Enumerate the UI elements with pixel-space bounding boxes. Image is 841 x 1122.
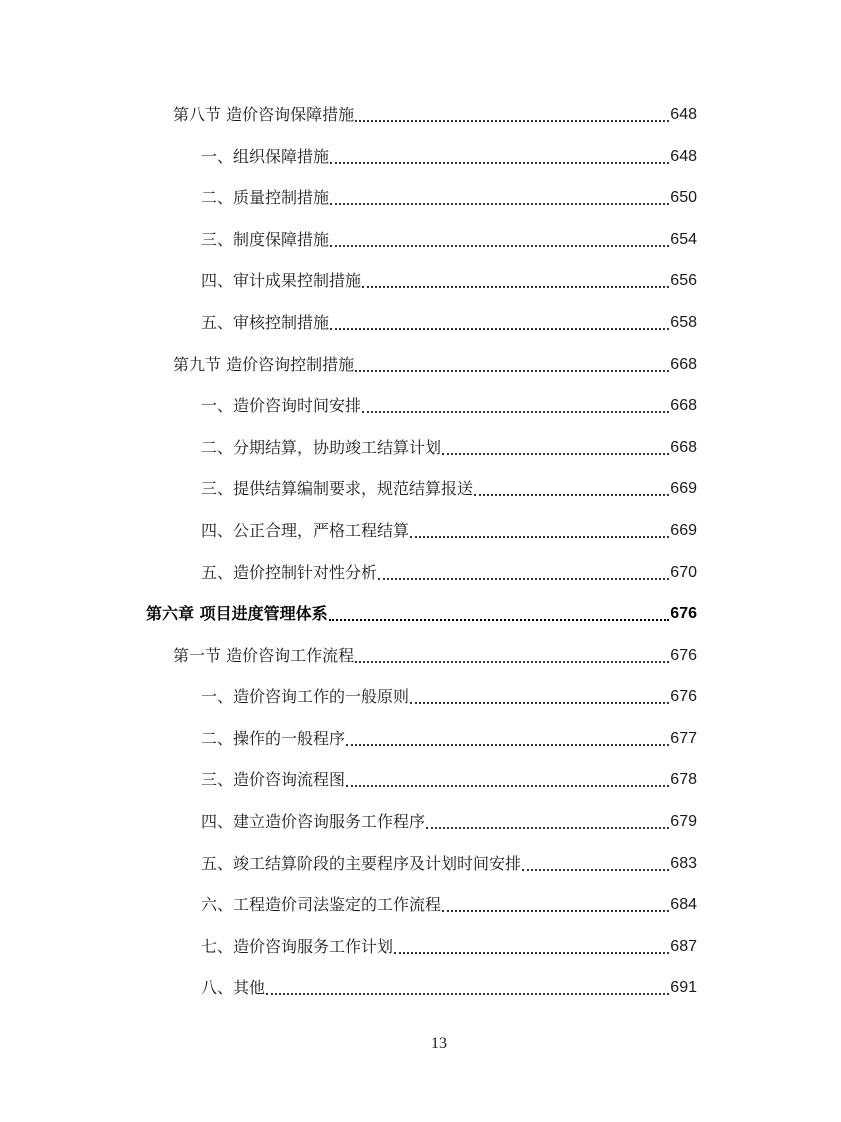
toc-entry-title: 四、审计成果控制措施 — [201, 271, 362, 290]
toc-entry[interactable] — [173, 97, 697, 125]
toc-entry-page: 687 — [670, 938, 697, 955]
toc-entry-page: 676 — [670, 605, 697, 622]
toc-entry-title: 六、工程造价司法鉴定的工作流程 — [201, 895, 442, 914]
toc-entry[interactable] — [201, 804, 697, 832]
toc-leader-dots — [410, 535, 669, 538]
toc-entry-page: 668 — [670, 356, 697, 373]
toc-leader-dots — [266, 992, 669, 995]
toc-entry-title: 四、公正合理，严格工程结算 — [201, 521, 410, 540]
toc-entry-title: 五、审核控制措施 — [201, 313, 330, 332]
toc-entry-page: 670 — [670, 564, 697, 581]
toc-entry[interactable] — [201, 887, 697, 915]
toc-leader-dots — [474, 493, 669, 496]
toc-entry[interactable] — [201, 180, 697, 208]
toc-entry-title: 三、提供结算编制要求，规范结算报送 — [201, 479, 474, 498]
page-number: 13 — [431, 1035, 447, 1052]
toc-entry-title: 二、分期结算，协助竣工结算计划 — [201, 438, 442, 457]
toc-entry-page: 683 — [670, 855, 697, 872]
toc-entry-chapter[interactable] — [146, 596, 697, 624]
toc-entry-page: 658 — [670, 314, 697, 331]
toc-entry[interactable] — [201, 139, 697, 167]
toc-entry-title: 八、其他 — [201, 978, 266, 997]
toc-leader-dots — [410, 701, 669, 704]
toc-leader-dots — [329, 618, 670, 621]
toc-entry-title: 一、造价咨询工作的一般原则 — [201, 687, 410, 706]
toc-entry[interactable] — [201, 305, 697, 333]
toc-entry[interactable] — [201, 555, 697, 583]
toc-leader-dots — [442, 452, 669, 455]
toc-entry-title: 第一节 造价咨询工作流程 — [173, 646, 355, 665]
toc-entry-title: 五、造价控制针对性分析 — [201, 563, 378, 582]
toc-entry[interactable] — [201, 679, 697, 707]
toc-leader-dots — [362, 410, 669, 413]
toc-leader-dots — [355, 660, 669, 663]
toc-entry-page: 676 — [670, 688, 697, 705]
toc-leader-dots — [346, 784, 669, 787]
toc-entry-title: 三、制度保障措施 — [201, 230, 330, 249]
toc-entry-page: 684 — [670, 896, 697, 913]
toc-leader-dots — [522, 868, 669, 871]
toc-entry[interactable] — [201, 513, 697, 541]
toc-entry[interactable] — [201, 929, 697, 957]
toc-entry[interactable] — [173, 638, 697, 666]
toc-entry[interactable] — [201, 846, 697, 874]
toc-leader-dots — [330, 327, 669, 330]
toc-leader-dots — [330, 161, 669, 164]
toc-entry-title: 一、组织保障措施 — [201, 147, 330, 166]
toc-entry[interactable] — [201, 721, 697, 749]
toc-entry-title: 四、建立造价咨询服务工作程序 — [201, 812, 426, 831]
toc-entry-title: 七、造价咨询服务工作计划 — [201, 937, 394, 956]
toc-entry-page: 668 — [670, 397, 697, 414]
toc-entry[interactable] — [201, 430, 697, 458]
toc-entry-title: 一、造价咨询时间安排 — [201, 396, 362, 415]
toc-leader-dots — [355, 369, 669, 372]
toc-leader-dots — [442, 909, 669, 912]
toc-entry-page: 678 — [670, 771, 697, 788]
toc-entry-page: 679 — [670, 813, 697, 830]
toc-entry-title: 第八节 造价咨询保障措施 — [173, 105, 355, 124]
toc-entry[interactable] — [201, 762, 697, 790]
toc-entry-title: 五、竣工结算阶段的主要程序及计划时间安排 — [201, 854, 522, 873]
toc-leader-dots — [378, 577, 669, 580]
toc-entry-page: 677 — [670, 730, 697, 747]
toc-entry[interactable] — [201, 970, 697, 998]
toc-entry-title: 第六章 项目进度管理体系 — [146, 604, 328, 623]
toc-leader-dots — [355, 119, 669, 122]
toc-entry-title: 三、造价咨询流程图 — [201, 770, 346, 789]
toc-entry-page: 656 — [670, 272, 697, 289]
toc-entry[interactable] — [201, 471, 697, 499]
toc-entry-title: 第九节 造价咨询控制措施 — [173, 355, 355, 374]
toc-leader-dots — [330, 202, 669, 205]
toc-entry-page: 650 — [670, 189, 697, 206]
toc-entry-page: 654 — [670, 231, 697, 248]
toc-entry[interactable] — [201, 263, 697, 291]
toc-entry[interactable] — [173, 347, 697, 375]
toc-entry-page: 668 — [670, 439, 697, 456]
toc-entry-page: 648 — [670, 106, 697, 123]
toc-leader-dots — [394, 951, 669, 954]
toc-entry-page: 691 — [670, 979, 697, 996]
toc-entry-page: 676 — [670, 647, 697, 664]
toc-entry[interactable] — [201, 388, 697, 416]
toc-entry-title: 二、操作的一般程序 — [201, 729, 346, 748]
toc-leader-dots — [346, 743, 669, 746]
toc-leader-dots — [426, 826, 669, 829]
toc-entry-title: 二、质量控制措施 — [201, 188, 330, 207]
toc-entry-page: 669 — [670, 480, 697, 497]
toc-entry-page: 669 — [670, 522, 697, 539]
toc-entry[interactable] — [201, 222, 697, 250]
toc-leader-dots — [362, 285, 669, 288]
toc-entry-page: 648 — [670, 148, 697, 165]
toc-leader-dots — [330, 244, 669, 247]
